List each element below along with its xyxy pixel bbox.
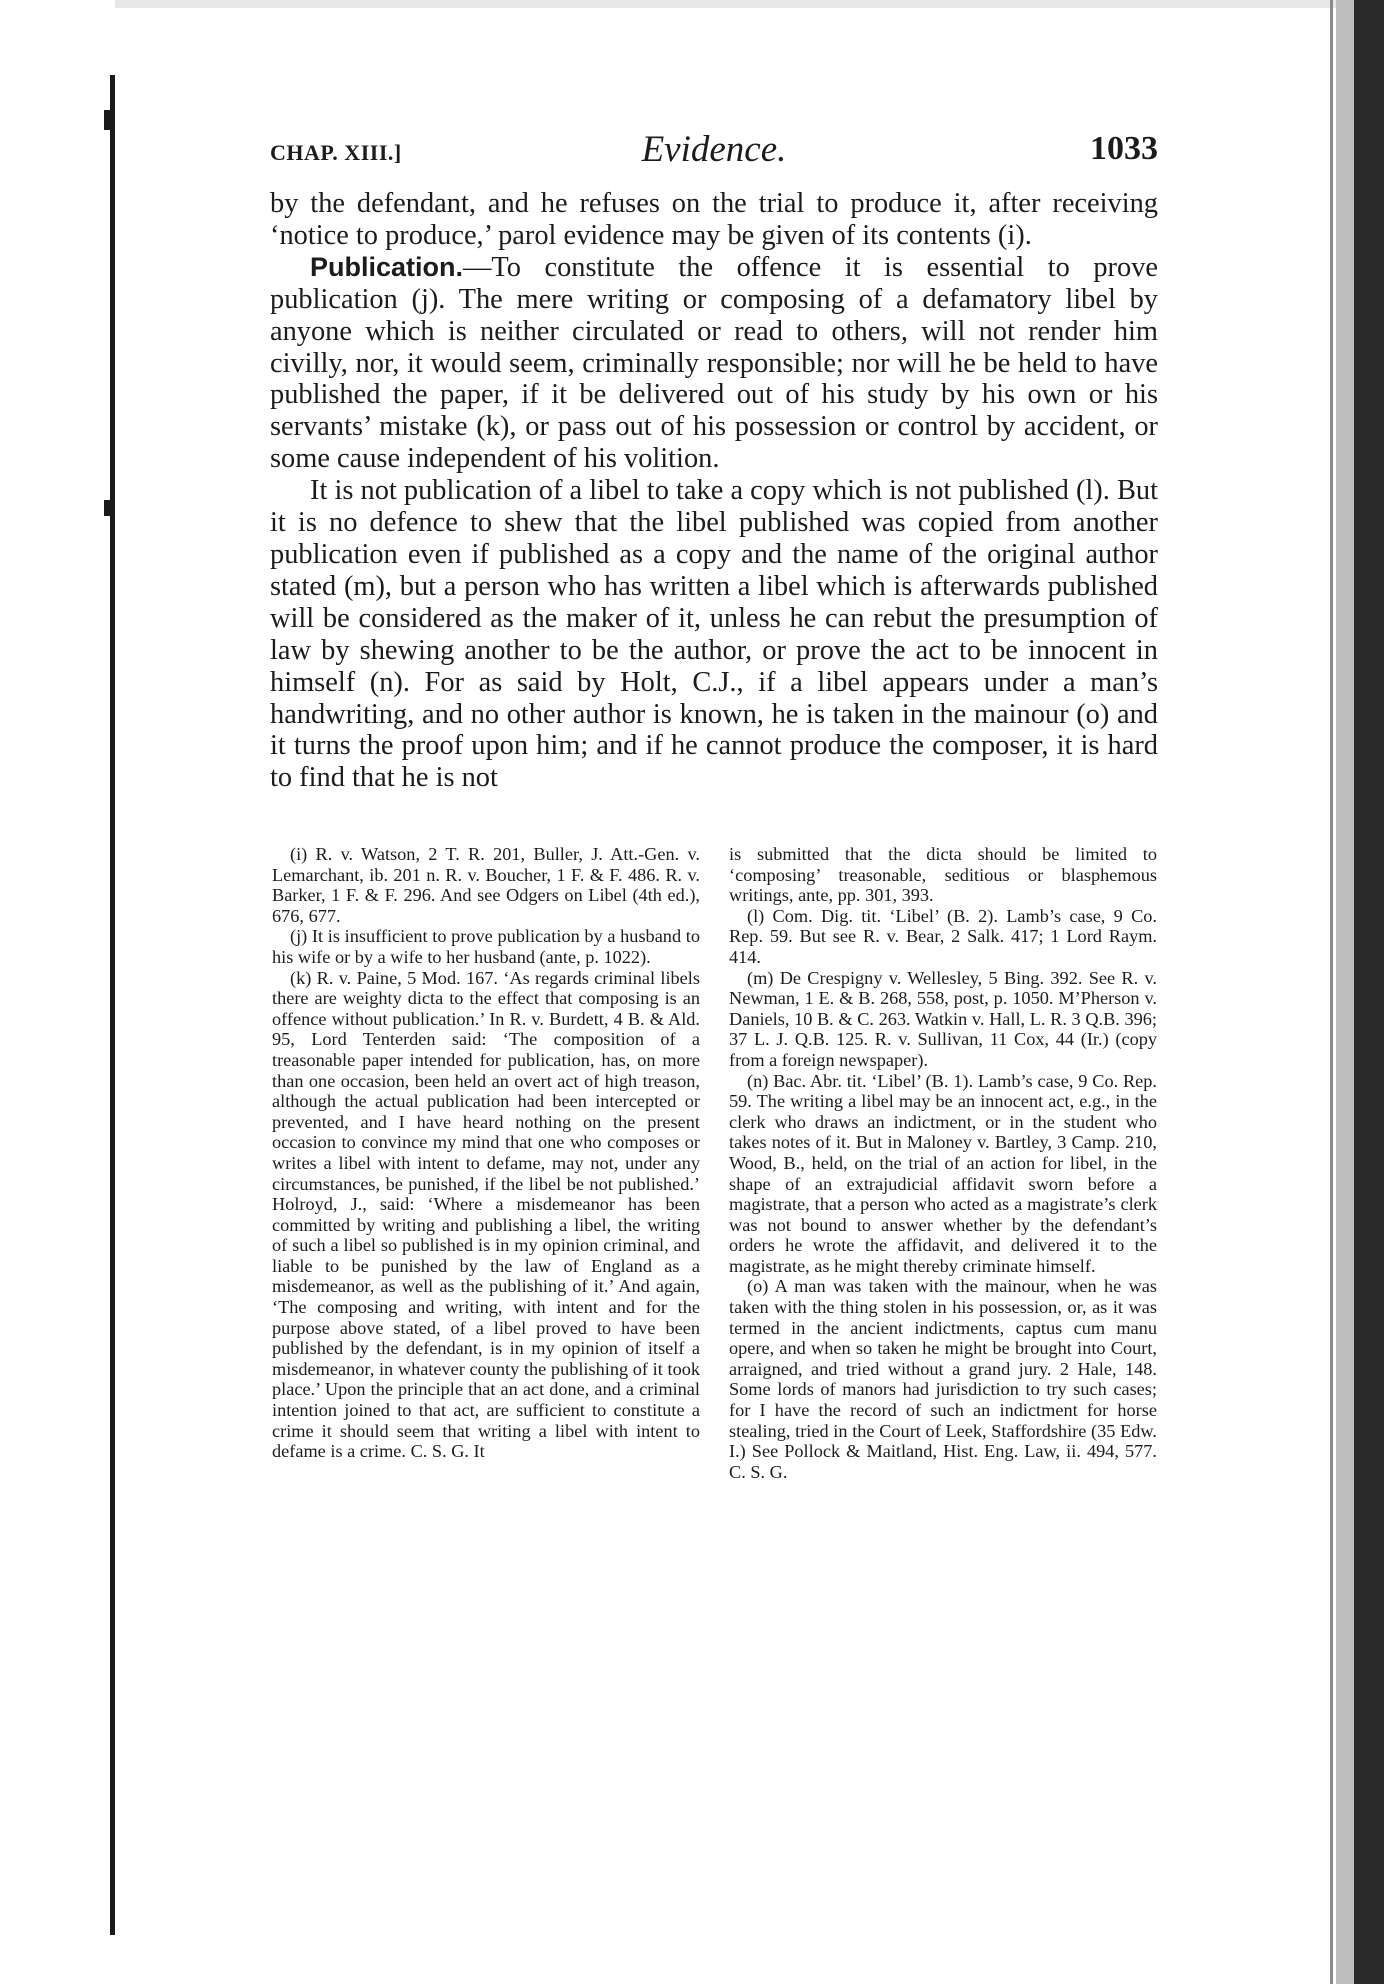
page-number: 1033 [1090, 130, 1158, 167]
footnote-j: (j) It is insufficient to prove publication by a husband to his wife or by a wife to her husband (ante, p. 1022). [272, 926, 700, 967]
paragraph: It is not publication of a libel to take a copy which is not published (l). But it is no defence to shew that the libel published was copied from another publication even if published as a copy and the name of the original author stated (m), but a person who has written a libel which is afterwards published will be considered as the maker of it, unless he can rebut the presumption of law by shewing another to be the author, or prove the act to be innocent in himself (n). For as said by Holt, C.J., if a libel appears under a man’s handwriting, and no other author is known, he is taken in the mainour (o) and it turns the proof upon him; and if he cannot produce the composer, it is hard to find that he is not [270, 475, 1158, 794]
scan-left-border-mark [104, 110, 115, 130]
footnote-n: (n) Bac. Abr. tit. ‘Libel’ (B. 1). Lamb’s case, 9 Co. Rep. 59. The writing a libel may be an innocent act, e.g., in the clerk who draws an indictment, or in the student who takes notes of it. But in Maloney v. Bartley, 3 Camp. 210, Wood, B., held, on the trial of an action for libel, in the shape of an extrajudicial affidavit sworn before a magistrate, that a person who acted as a magistrate’s clerk was not bound to answer whether by the defendant’s orders he wrote the affidavit, and delivered it to the magistrate, as he might thereby criminate himself. [729, 1070, 1157, 1276]
chapter-label: CHAP. XIII.] [270, 140, 402, 165]
footnote-m: (m) De Crespigny v. Wellesley, 5 Bing. 392. See R. v. Newman, 1 E. & B. 268, 558, post, p. 1050. M’Pherson v. Daniels, 10 B. & C. 263. Watkin v. Hall, L. R. 3 Q.B. 396; 37 L. J. Q.B. 125. R. v. Sullivan, 11 Cox, 44 (Ir.) (copy from a foreign newspaper). [729, 967, 1157, 1070]
footnote-l: (l) Com. Dig. tit. ‘Libel’ (B. 2). Lamb’s case, 9 Co. Rep. 59. But see R. v. Bear, 2 Salk. 417; 1 Lord Raym. 414. [729, 905, 1157, 967]
scan-top-edge [115, 0, 1336, 8]
paragraph: by the defendant, and he refuses on the trial to produce it, after receiving ‘notice to produce,’ parol evidence may be given of its contents (i). [270, 188, 1158, 251]
paragraph-text: —To constitute the offence it is essential to prove publication (j). The mere writing or composing of a defamatory libel by anyone which is neither circulated or read to others, will not render him civilly, nor, it would seem, criminally responsible; nor will he be held to have published the paper, if it be delivered out of his study by his own or his servants’ mistake (k), or pass out of his possession or control by accident, or some cause independent of his volition. [270, 251, 1158, 475]
footnotes-left-column [272, 844, 700, 1462]
scan-right-edge [1354, 0, 1384, 1984]
footnote-o: (o) A man was taken with the mainour, when he was taken with the thing stolen in his possession, or, as it was termed in the ancient indictments, captus cum manu opere, and when so taken he might be brought into Court, arraigned, and tried without a grand jury. 2 Hale, 148. Some lords of manors had jurisdiction to try such cases; for I have the record of such an indictment for horse stealing, tried in the Court of Leek, Staffordshire (35 Edw. I.) See Pollock & Maitland, Hist. Eng. Law, ii. 494, 577. C. S. G. [729, 1276, 1157, 1482]
scan-right-edge-shadow [1336, 0, 1354, 1984]
section-heading: Publication. [310, 251, 464, 282]
scan-right-edge-line [1330, 0, 1333, 1984]
footnote-k: (k) R. v. Paine, 5 Mod. 167. ‘As regards criminal libels there are weighty dicta to the effect that composing is an offence without publication.’ In R. v. Burdett, 4 B. & Ald. 95, Lord Tenterden said: ‘The composition of a treasonable paper intended for publication, has, on more than one occasion, been held an overt act of high treason, although the actual publication had been intercepted or prevented, and I have heard nothing on the present occasion to convince my mind that one who composes or writes a libel with intent to defame, may not, under any circumstances, be punished, if the libel be not published.’ Holroyd, J., said: ‘Where a misdemeanor has been committed by writing and publishing a libel, the writing of such a libel so published is in my opinion criminal, and liable to be punished by the law of England as a misdemeanor, as well as the publishing of it.’ And again, ‘The composing and writing, with intent and for the purpose above stated, of a libel proved to have been published by the defendant, is in my opinion of itself a misdemeanor, in whatever county the publishing of it took place.’ Upon the principle that an act done, and a criminal intention joined to that act, are sufficient to constitute a crime it should seem that writing a libel with intent to defame is a crime. C. S. G. It [272, 967, 700, 1462]
paragraph-publication [270, 252, 1158, 475]
scan-left-border [110, 75, 115, 1935]
main-text [270, 188, 1158, 794]
page-title: Evidence. [641, 129, 787, 170]
footnote-k-continued: is submitted that the dicta should be limited to ‘composing’ treasonable, seditious or blasphemous writings, ante, pp. 301, 393. [729, 844, 1157, 906]
scan-left-border-mark [104, 500, 115, 516]
footnote-i: (i) R. v. Watson, 2 T. R. 201, Buller, J. Att.-Gen. v. Lemarchant, ib. 201 n. R. v. Boucher, 1 F. & F. 486. R. v. Barker, 1 F. & F. 296. And see Odgers on Libel (4th ed.), 676, 677. [272, 844, 700, 926]
running-header [270, 130, 1158, 180]
footnotes-right-column [729, 844, 1157, 1482]
